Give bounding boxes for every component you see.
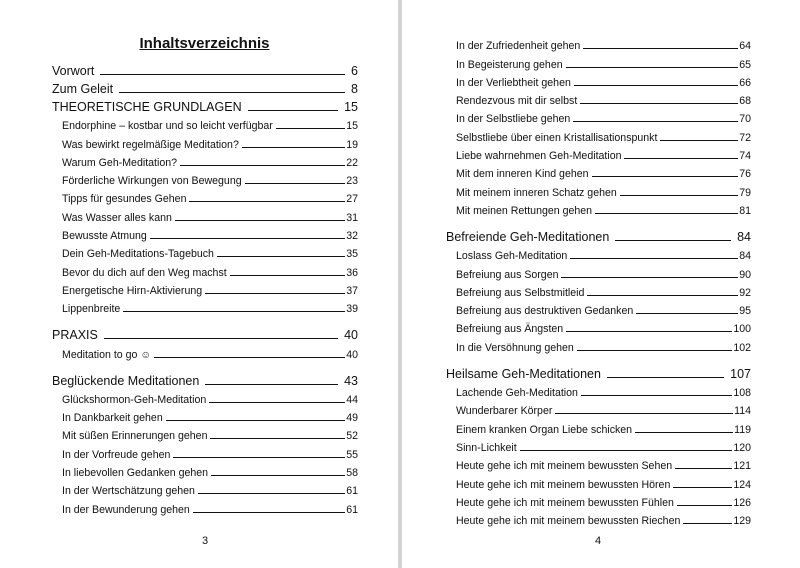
leader-line <box>675 468 732 469</box>
entry-page-number: 43 <box>344 373 358 388</box>
entry-page-number: 49 <box>346 412 358 425</box>
toc-section-entry <box>446 381 751 399</box>
entry-page-number: 90 <box>739 268 751 281</box>
entry-page-number: 36 <box>346 266 358 279</box>
entry-page-number: 22 <box>346 156 358 169</box>
entry-title: Endorphine – kostbar und so leicht verfügbar <box>62 120 273 133</box>
leader-line <box>660 140 738 141</box>
leader-line <box>635 432 733 433</box>
entry-title: Loslass Geh-Meditation <box>456 250 568 263</box>
toc-section-entry <box>446 299 751 317</box>
entry-page-number: 70 <box>739 113 751 126</box>
entry-title: In die Versöhnung gehen <box>456 341 574 354</box>
entry-page-number: 79 <box>739 186 751 199</box>
toc-section-entry <box>52 114 358 132</box>
entry-title: Vorwort <box>52 64 95 78</box>
entry-title: Mit meinen Rettungen gehen <box>456 204 593 217</box>
toc-chapter-entry <box>52 370 358 388</box>
leader-line <box>119 92 345 93</box>
entry-page-number: 55 <box>346 448 358 461</box>
entry-page-number: 119 <box>734 423 751 436</box>
entry-page-number: 100 <box>733 323 751 336</box>
leader-line <box>245 183 346 184</box>
entry-page-number: 52 <box>346 430 358 443</box>
entry-page-number: 19 <box>346 138 358 151</box>
entry-page-number: 61 <box>346 485 358 498</box>
entry-page-number: 66 <box>739 76 751 89</box>
leader-line <box>104 338 338 339</box>
toc-section-entry <box>52 205 358 223</box>
leader-line <box>636 313 738 314</box>
entry-page-number: 31 <box>346 211 358 224</box>
entry-title: Energetische Hirn-Aktivierung <box>62 284 203 297</box>
entry-page-number: 37 <box>346 284 358 297</box>
leader-line <box>175 220 345 221</box>
entry-title: Warum Geh-Meditation? <box>62 156 178 169</box>
toc-chapter-entry <box>446 363 751 381</box>
entry-page-number: 15 <box>344 100 358 114</box>
entry-title: Heute gehe ich mit meinem bewussten Fühlen <box>456 496 674 509</box>
toc-section-entry <box>446 335 751 353</box>
entry-page-number: 129 <box>733 515 751 528</box>
entry-title: In der Vorfreude gehen <box>62 448 171 461</box>
toc-chapter-entry <box>52 60 358 78</box>
toc-list-left <box>52 60 358 516</box>
page-number: 3 <box>202 535 209 547</box>
entry-page-number: 27 <box>346 193 358 206</box>
toc-section-entry <box>52 479 358 497</box>
entry-title: Befreiende Geh-Meditationen <box>446 229 610 244</box>
entry-title: Lippenbreite <box>62 303 121 316</box>
leader-line <box>123 311 345 312</box>
entry-page-number: 6 <box>351 64 358 78</box>
entry-page-number: 76 <box>739 168 751 181</box>
leader-line <box>592 176 739 177</box>
entry-title: In der Bewunderung gehen <box>62 503 190 516</box>
entry-title: Mit süßen Erinnerungen gehen <box>62 430 208 443</box>
toc-section-entry <box>446 162 751 180</box>
entry-title: Zum Geleit <box>52 82 114 96</box>
toc-section-entry <box>52 406 358 424</box>
entry-page-number: 40 <box>346 348 358 361</box>
entry-title: THEORETISCHE GRUNDLAGEN <box>52 100 242 114</box>
entry-page-number: 124 <box>733 478 751 491</box>
leader-line <box>577 350 733 351</box>
leader-line <box>555 413 733 414</box>
page-number: 4 <box>595 535 602 547</box>
toc-title: Inhaltsverzeichnis <box>139 35 270 52</box>
entry-page-number: 40 <box>344 328 358 343</box>
leader-line <box>180 165 345 166</box>
entry-page-number: 32 <box>346 230 358 243</box>
entry-title: In Begeisterung gehen <box>456 58 563 71</box>
entry-title: Bewusste Atmung <box>62 230 147 243</box>
entry-title: Heute gehe ich mit meinem bewussten Riechen <box>456 515 681 528</box>
entry-title: Liebe wahrnehmen Geh-Meditation <box>456 150 622 163</box>
toc-section-entry <box>52 260 358 278</box>
entry-title: PRAXIS <box>52 328 98 343</box>
toc-section-entry <box>52 297 358 315</box>
entry-page-number: 108 <box>733 387 751 400</box>
toc-section-entry <box>446 472 751 490</box>
entry-page-number: 84 <box>737 229 751 244</box>
entry-title: Befreiung aus Sorgen <box>456 268 559 281</box>
toc-section-entry <box>446 52 751 70</box>
entry-title: Lachende Geh-Meditation <box>456 387 578 400</box>
leader-line <box>217 256 345 257</box>
leader-line <box>581 395 732 396</box>
entry-page-number: 23 <box>346 175 358 188</box>
toc-section-entry <box>446 89 751 107</box>
leader-line <box>566 67 739 68</box>
leader-line <box>620 195 738 196</box>
entry-title: Sinn-Lichkeit <box>456 441 517 454</box>
entry-page-number: 107 <box>730 366 751 381</box>
leader-line <box>248 110 338 111</box>
leader-line <box>276 128 345 129</box>
entry-title: In der Verliebtheit gehen <box>456 76 571 89</box>
entry-title: Heilsame Geh-Meditationen <box>446 366 601 381</box>
leader-line <box>166 420 345 421</box>
entry-title: Befreiung aus Ängsten <box>456 323 564 336</box>
toc-chapter-entry <box>52 324 358 342</box>
leader-line <box>173 457 345 458</box>
toc-section-entry <box>52 388 358 406</box>
entry-page-number: 126 <box>733 496 751 509</box>
entry-title: Meditation to go ☺ <box>62 348 152 361</box>
entry-page-number: 68 <box>739 95 751 108</box>
entry-title: Dein Geh-Meditations-Tagebuch <box>62 248 214 261</box>
leader-line <box>677 505 732 506</box>
entry-title: Mit meinem inneren Schatz gehen <box>456 186 617 199</box>
toc-section-entry <box>446 125 751 143</box>
entry-title: In Dankbarkeit gehen <box>62 412 163 425</box>
toc-section-entry <box>52 497 358 515</box>
toc-section-entry <box>52 224 358 242</box>
toc-section-entry <box>446 509 751 527</box>
entry-title: Heute gehe ich mit meinem bewussten Sehen <box>456 460 673 473</box>
entry-title: In der Zufriedenheit gehen <box>456 40 581 53</box>
toc-section-entry <box>446 491 751 509</box>
entry-page-number: 8 <box>351 82 358 96</box>
toc-section-entry <box>446 417 751 435</box>
toc-section-entry <box>52 151 358 169</box>
toc-section-entry <box>52 442 358 460</box>
entry-title: Heute gehe ich mit meinem bewussten Hören <box>456 478 671 491</box>
leader-line <box>615 240 731 241</box>
leader-line <box>587 295 738 296</box>
entry-title: Wunderbarer Körper <box>456 405 553 418</box>
leader-line <box>209 402 345 403</box>
toc-section-entry <box>52 169 358 187</box>
entry-page-number: 92 <box>739 286 751 299</box>
leader-line <box>193 512 345 513</box>
entry-title: Beglückende Meditationen <box>52 373 200 388</box>
toc-section-entry <box>52 279 358 297</box>
toc-list-right <box>446 34 751 527</box>
entry-title: Tipps für gesundes Gehen <box>62 193 187 206</box>
leader-line <box>150 238 345 239</box>
entry-title: In der Selbstliebe gehen <box>456 113 571 126</box>
toc-section-entry <box>446 180 751 198</box>
leader-line <box>583 48 738 49</box>
toc-section-entry <box>446 199 751 217</box>
toc-chapter-entry <box>446 226 751 244</box>
entry-title: Rendezvous mit dir selbst <box>456 95 578 108</box>
leader-line <box>242 147 345 148</box>
toc-section-entry <box>446 34 751 52</box>
entry-title: Einem kranken Organ Liebe schicken <box>456 423 633 436</box>
leader-line <box>154 357 345 358</box>
leader-line <box>230 275 346 276</box>
leader-line <box>189 201 345 202</box>
toc-chapter-entry <box>52 78 358 96</box>
entry-page-number: 120 <box>733 441 751 454</box>
toc-section-entry <box>446 107 751 125</box>
entry-title: Selbstliebe über einen Kristallisationspunkt <box>456 131 658 144</box>
toc-section-entry <box>446 399 751 417</box>
toc-section-entry <box>446 317 751 335</box>
toc-section-entry <box>446 454 751 472</box>
toc-section-entry <box>52 424 358 442</box>
leader-line <box>210 438 345 439</box>
entry-title: Glückshormon-Geh-Meditation <box>62 393 207 406</box>
entry-page-number: 35 <box>346 248 358 261</box>
toc-section-entry <box>446 71 751 89</box>
toc-section-entry <box>446 144 751 162</box>
toc-section-entry <box>52 342 358 360</box>
entry-page-number: 114 <box>734 405 751 418</box>
entry-page-number: 61 <box>346 503 358 516</box>
toc-section-entry <box>446 281 751 299</box>
toc-section-entry <box>52 461 358 479</box>
entry-page-number: 65 <box>739 58 751 71</box>
leader-line <box>607 377 724 378</box>
leader-line <box>570 258 738 259</box>
entry-page-number: 58 <box>346 467 358 480</box>
leader-line <box>573 121 738 122</box>
entry-page-number: 95 <box>739 305 751 318</box>
entry-page-number: 121 <box>733 460 751 473</box>
leader-line <box>520 450 733 451</box>
leader-line <box>580 103 738 104</box>
entry-title: Befreiung aus Selbstmitleid <box>456 286 585 299</box>
leader-line <box>100 74 345 75</box>
page-left <box>0 0 398 568</box>
leader-line <box>561 277 738 278</box>
leader-line <box>566 331 732 332</box>
toc-section-entry <box>446 262 751 280</box>
entry-page-number: 74 <box>739 150 751 163</box>
toc-section-entry <box>52 242 358 260</box>
entry-title: Mit dem inneren Kind gehen <box>456 168 589 181</box>
entry-title: Bevor du dich auf den Weg machst <box>62 266 227 279</box>
entry-title: In liebevollen Gedanken gehen <box>62 467 209 480</box>
leader-line <box>574 85 738 86</box>
entry-title: Befreiung aus destruktiven Gedanken <box>456 305 634 318</box>
leader-line <box>624 158 738 159</box>
entry-title: In der Wertschätzung gehen <box>62 485 195 498</box>
leader-line <box>683 523 732 524</box>
entry-page-number: 81 <box>739 204 751 217</box>
entry-page-number: 102 <box>733 341 751 354</box>
leader-line <box>673 487 732 488</box>
leader-line <box>595 213 738 214</box>
leader-line <box>198 493 345 494</box>
entry-title: Was Wasser alles kann <box>62 211 172 224</box>
toc-section-entry <box>446 436 751 454</box>
toc-section-entry <box>52 132 358 150</box>
leader-line <box>205 384 338 385</box>
leader-line <box>205 293 345 294</box>
toc-chapter-entry <box>52 96 358 114</box>
entry-page-number: 15 <box>346 120 358 133</box>
entry-page-number: 44 <box>346 393 358 406</box>
toc-section-entry <box>446 244 751 262</box>
entry-page-number: 84 <box>739 250 751 263</box>
page-right <box>402 0 800 568</box>
entry-page-number: 64 <box>739 40 751 53</box>
entry-page-number: 72 <box>739 131 751 144</box>
entry-title: Was bewirkt regelmäßige Meditation? <box>62 138 239 151</box>
entry-title: Förderliche Wirkungen von Bewegung <box>62 175 242 188</box>
leader-line <box>211 475 345 476</box>
entry-page-number: 39 <box>346 303 358 316</box>
toc-section-entry <box>52 187 358 205</box>
